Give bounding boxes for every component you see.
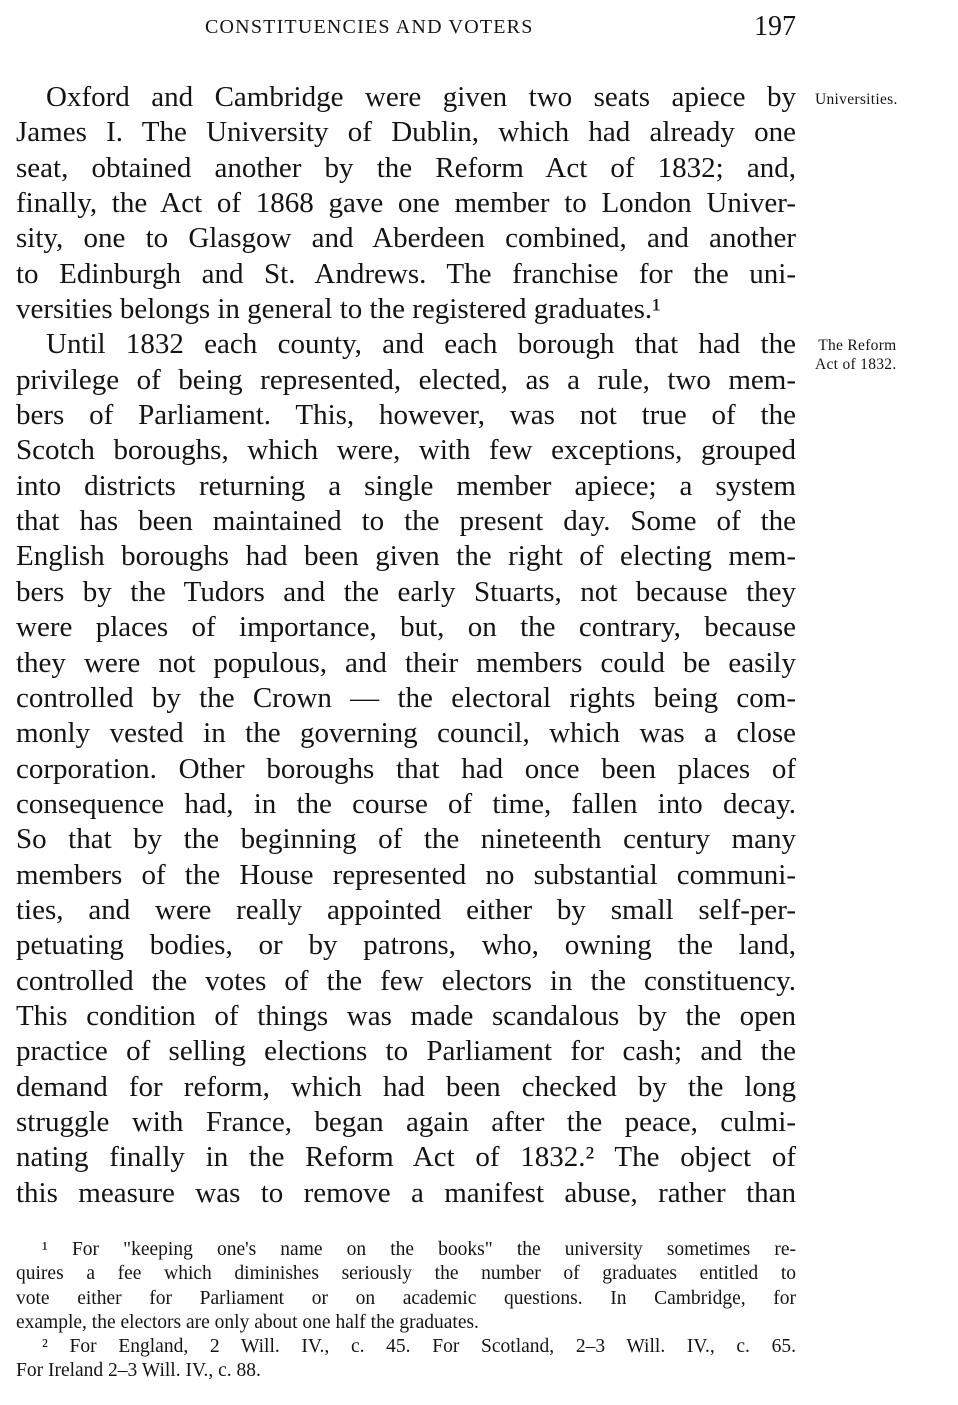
body-line: nating finally in the Reform Act of 1832.² The object of <box>16 1141 796 1174</box>
body-line: were places of importance, but, on the contrary, because <box>16 611 796 644</box>
body-line: this measure was to remove a manifest abuse, rather than <box>16 1176 796 1209</box>
page-number: 197 <box>754 11 796 42</box>
body-line: corporation. Other boroughs that had once been places of <box>16 752 796 785</box>
body-line: finally, the Act of 1868 gave one member to London Univer- <box>16 187 796 220</box>
body-line: petuating bodies, or by patrons, who, owning the land, <box>16 929 796 962</box>
footnote-line: quires a fee which diminishes seriously the number of graduates entitled to <box>16 1263 796 1285</box>
body-line: sity, one to Glasgow and Aberdeen combined, and another <box>16 222 796 255</box>
footnote-line: example, the electors are only about one half the graduates. <box>16 1311 479 1333</box>
footnote-line: ¹ For "keeping one's name on the books" the university sometimes re- <box>42 1239 796 1260</box>
margin-note-reform-line: Act of 1832. <box>815 356 897 373</box>
footnote-line: ² For England, 2 Will. IV., c. 45. For Scotland, 2–3 Will. IV., c. 65. <box>42 1336 796 1358</box>
body-line: that has been maintained to the present day. Some of the <box>16 505 796 538</box>
body-line: members of the House represented no substantial communi- <box>16 858 796 891</box>
body-line: consequence had, in the course of time, fallen into decay. <box>16 787 796 820</box>
body-line: controlled the votes of the few electors in the constituency. <box>16 964 796 997</box>
body-line: practice of selling elections to Parliament for cash; and the <box>16 1035 796 1068</box>
footnote-line: For Ireland 2–3 Will. IV., c. 88. <box>16 1360 261 1382</box>
body-line: bers by the Tudors and the early Stuarts, not because they <box>16 575 796 608</box>
body-line: demand for reform, which had been checked by the long <box>16 1070 796 1103</box>
body-line: James I. The University of Dublin, which had already one <box>16 116 796 149</box>
body-line: struggle with France, began again after the peace, culmi- <box>16 1105 796 1138</box>
margin-note-universities: Universities. <box>815 91 898 108</box>
body-line: English boroughs had been given the right of electing mem- <box>16 540 796 573</box>
body-text <box>16 80 796 1211</box>
body-line: they were not populous, and their members could be easily <box>16 646 796 679</box>
margin-note-reform-act <box>815 336 897 374</box>
body-line: monly vested in the governing council, which was a close <box>16 717 796 750</box>
body-line: controlled by the Crown — the electoral rights being com- <box>16 681 796 714</box>
running-header-title: CONSTITUENCIES AND VOTERS <box>205 16 534 38</box>
body-line: seat, obtained another by the Reform Act of 1832; and, <box>16 151 796 184</box>
footnotes <box>16 1238 796 1384</box>
body-line: bers of Parliament. This, however, was not true of the <box>16 399 796 432</box>
body-line: This condition of things was made scandalous by the open <box>16 999 796 1032</box>
body-line: So that by the beginning of the nineteenth century many <box>16 823 796 856</box>
body-line: Until 1832 each county, and each borough that had the <box>46 328 796 361</box>
body-line: Oxford and Cambridge were given two seats apiece by <box>46 81 796 113</box>
footnote-line: vote either for Parliament or on academic questions. In Cambridge, for <box>16 1287 796 1309</box>
body-line: Scotch boroughs, which were, with few exceptions, grouped <box>16 434 796 467</box>
body-line: versities belongs in general to the registered graduates.¹ <box>16 293 661 326</box>
body-line: ties, and were really appointed either by small self-per- <box>16 893 796 926</box>
body-line: to Edinburgh and St. Andrews. The franchise for the uni- <box>16 257 796 290</box>
body-line: into districts returning a single member apiece; a system <box>16 469 796 502</box>
body-line: privilege of being represented, elected, as a rule, two mem- <box>16 363 796 396</box>
margin-note-reform-line: The Reform <box>818 337 897 354</box>
